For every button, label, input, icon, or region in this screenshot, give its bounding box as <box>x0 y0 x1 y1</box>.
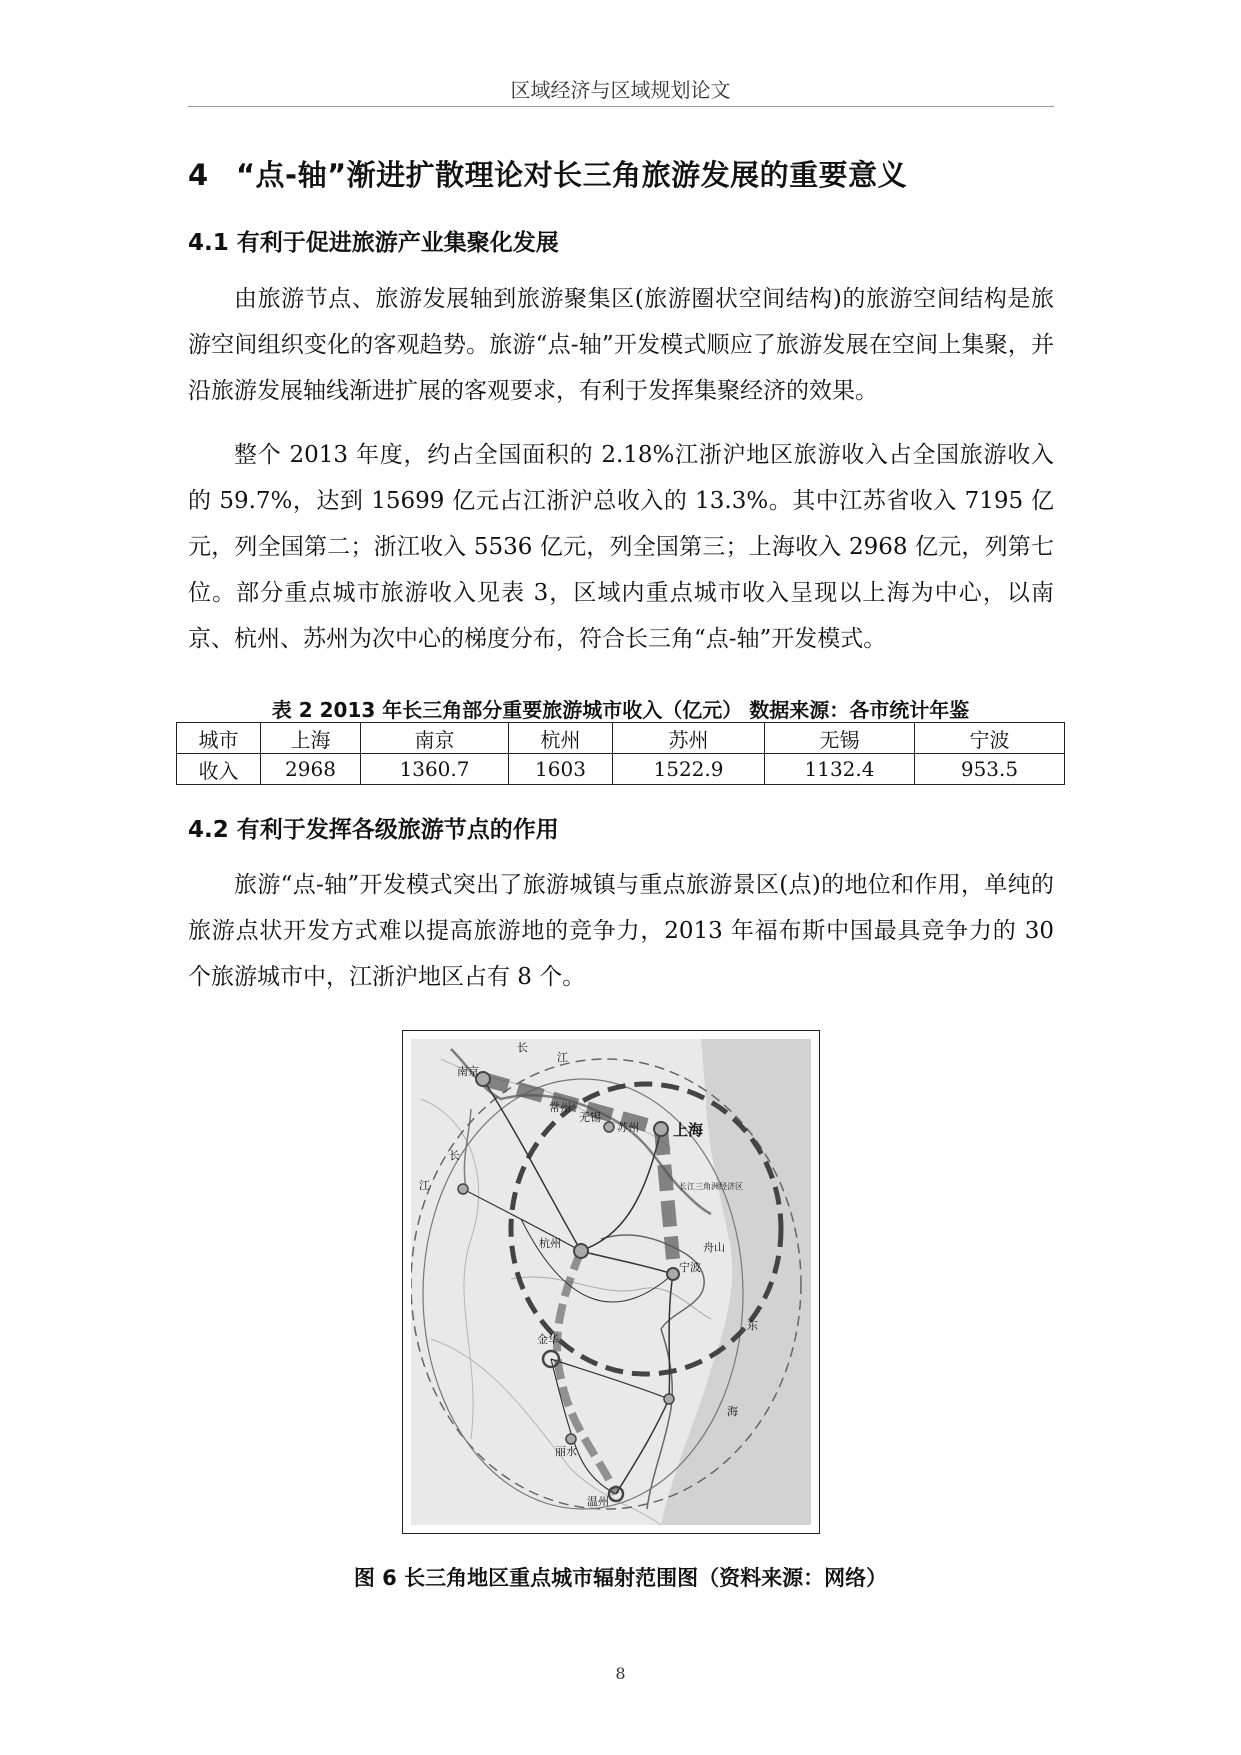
map-label-shanghai: 上海 <box>673 1121 704 1139</box>
radiation-map <box>411 1039 811 1525</box>
map-label-chang: 长 <box>517 1041 528 1054</box>
table-city-cell: 苏州 <box>613 723 765 754</box>
table-value-cell: 1132.4 <box>765 754 915 785</box>
map-label-nanjing: 南京 <box>457 1065 479 1078</box>
lishui-node <box>566 1434 576 1444</box>
map-label-chang2: 长 <box>449 1149 460 1162</box>
section-4-1-paragraph-2: 整个 2013 年度，约占全国面积的 2.18%江浙沪地区旅游收入占全国旅游收入的 59.7%，达到 15699 亿元占江浙沪总收入的 13.3%。其中江苏省收入 7195 亿元，列全国第二；浙江收入 5536 亿元，列全国第三；上海收入 2968 亿元，列第七位。部分重点城市旅游收入见表 3，区域内重点城市收入呈现以上海为中心，以南京、杭州、苏州为次中心的梯度分布，符合长三角“点-轴”开发模式。 <box>188 442 1054 652</box>
table-city-cell: 无锡 <box>765 723 915 754</box>
map-label-suzhou: 苏州 <box>617 1121 639 1134</box>
map-label-dong: 东 <box>747 1319 758 1332</box>
city-node <box>664 1394 674 1404</box>
suzhou-node <box>604 1122 614 1132</box>
table-value-cell: 1603 <box>509 754 613 785</box>
map-label-hangzhou: 杭州 <box>539 1237 561 1250</box>
map-label-jiang: 江 <box>557 1051 568 1064</box>
map-label-jinhua: 金华 <box>537 1333 559 1346</box>
table-value-cell: 953.5 <box>915 754 1065 785</box>
section-4-2-paragraph-1: 旅游“点-轴”开发模式突出了旅游城镇与重点旅游景区(点)的地位和作用，单纯的旅游点状开发方式难以提高旅游地的竞争力，2013 年福布斯中国最具竞争力的 30 个旅游城市中，江浙沪地区占有 8 个。 <box>188 872 1055 990</box>
table-caption: 表 2 2013 年长三角部分重要旅游城市收入（亿元） 数据来源：各市统计年鉴 <box>271 698 970 722</box>
section-4-2-heading: 4.2 有利于发挥各级旅游节点的作用 <box>188 817 559 843</box>
table-row-label: 收入 <box>177 754 261 785</box>
map-label-ningbo: 宁波 <box>679 1261 701 1274</box>
map-label-hai: 海 <box>727 1405 738 1418</box>
table-row <box>177 754 1065 785</box>
table-city-cell: 宁波 <box>915 723 1065 754</box>
table-city-cell: 上海 <box>261 723 361 754</box>
section-4-heading <box>188 153 907 194</box>
shanghai-node <box>654 1122 668 1136</box>
city-node <box>458 1184 468 1194</box>
map-label-lishui: 丽水 <box>555 1445 577 1458</box>
table-city-cell: 杭州 <box>509 723 613 754</box>
table-city-cell: 南京 <box>361 723 509 754</box>
section-4-1-heading: 4.1 有利于促进旅游产业集聚化发展 <box>188 230 559 256</box>
map-label-delta-zone: 长江三角洲经济区 <box>679 1182 743 1191</box>
figure-caption: 图 6 长三角地区重点城市辐射范围图（资料来源：网络） <box>353 1566 888 1590</box>
city-income-table <box>176 722 1065 785</box>
section-4-1-paragraph-1: 由旅游节点、旅游发展轴到旅游聚集区(旅游圈状空间结构)的旅游空间结构是旅游空间组织变化的客观趋势。旅游“点-轴”开发模式顺应了旅游发展在空间上集聚，并沿旅游发展轴线渐进扩展的客观要求，有利于发挥集聚经济的效果。 <box>188 286 1054 404</box>
table-value-cell: 1360.7 <box>361 754 509 785</box>
radiation-map-figure <box>402 1030 820 1534</box>
table-header-label: 城市 <box>177 723 261 754</box>
hangzhou-node <box>574 1244 588 1258</box>
table-value-cell: 1522.9 <box>613 754 765 785</box>
header-divider <box>188 106 1054 107</box>
running-header: 区域经济与区域规划论文 <box>510 78 731 102</box>
map-label-wuxi: 无锡 <box>579 1111 601 1124</box>
table-value-cell: 2968 <box>261 754 361 785</box>
map-label-changzhou: 常州 <box>549 1101 571 1114</box>
section-4-title: “点-轴”渐进扩散理论对长三角旅游发展的重要意义 <box>236 158 908 192</box>
page-number: 8 <box>615 1664 626 1683</box>
map-label-jiang2: 江 <box>419 1179 430 1192</box>
table-header-row <box>177 723 1065 754</box>
section-4-number: 4 <box>188 158 209 192</box>
map-label-wenzhou: 温州 <box>587 1495 609 1508</box>
ningbo-node <box>667 1268 679 1280</box>
map-label-zhoushan: 舟山 <box>703 1241 725 1254</box>
